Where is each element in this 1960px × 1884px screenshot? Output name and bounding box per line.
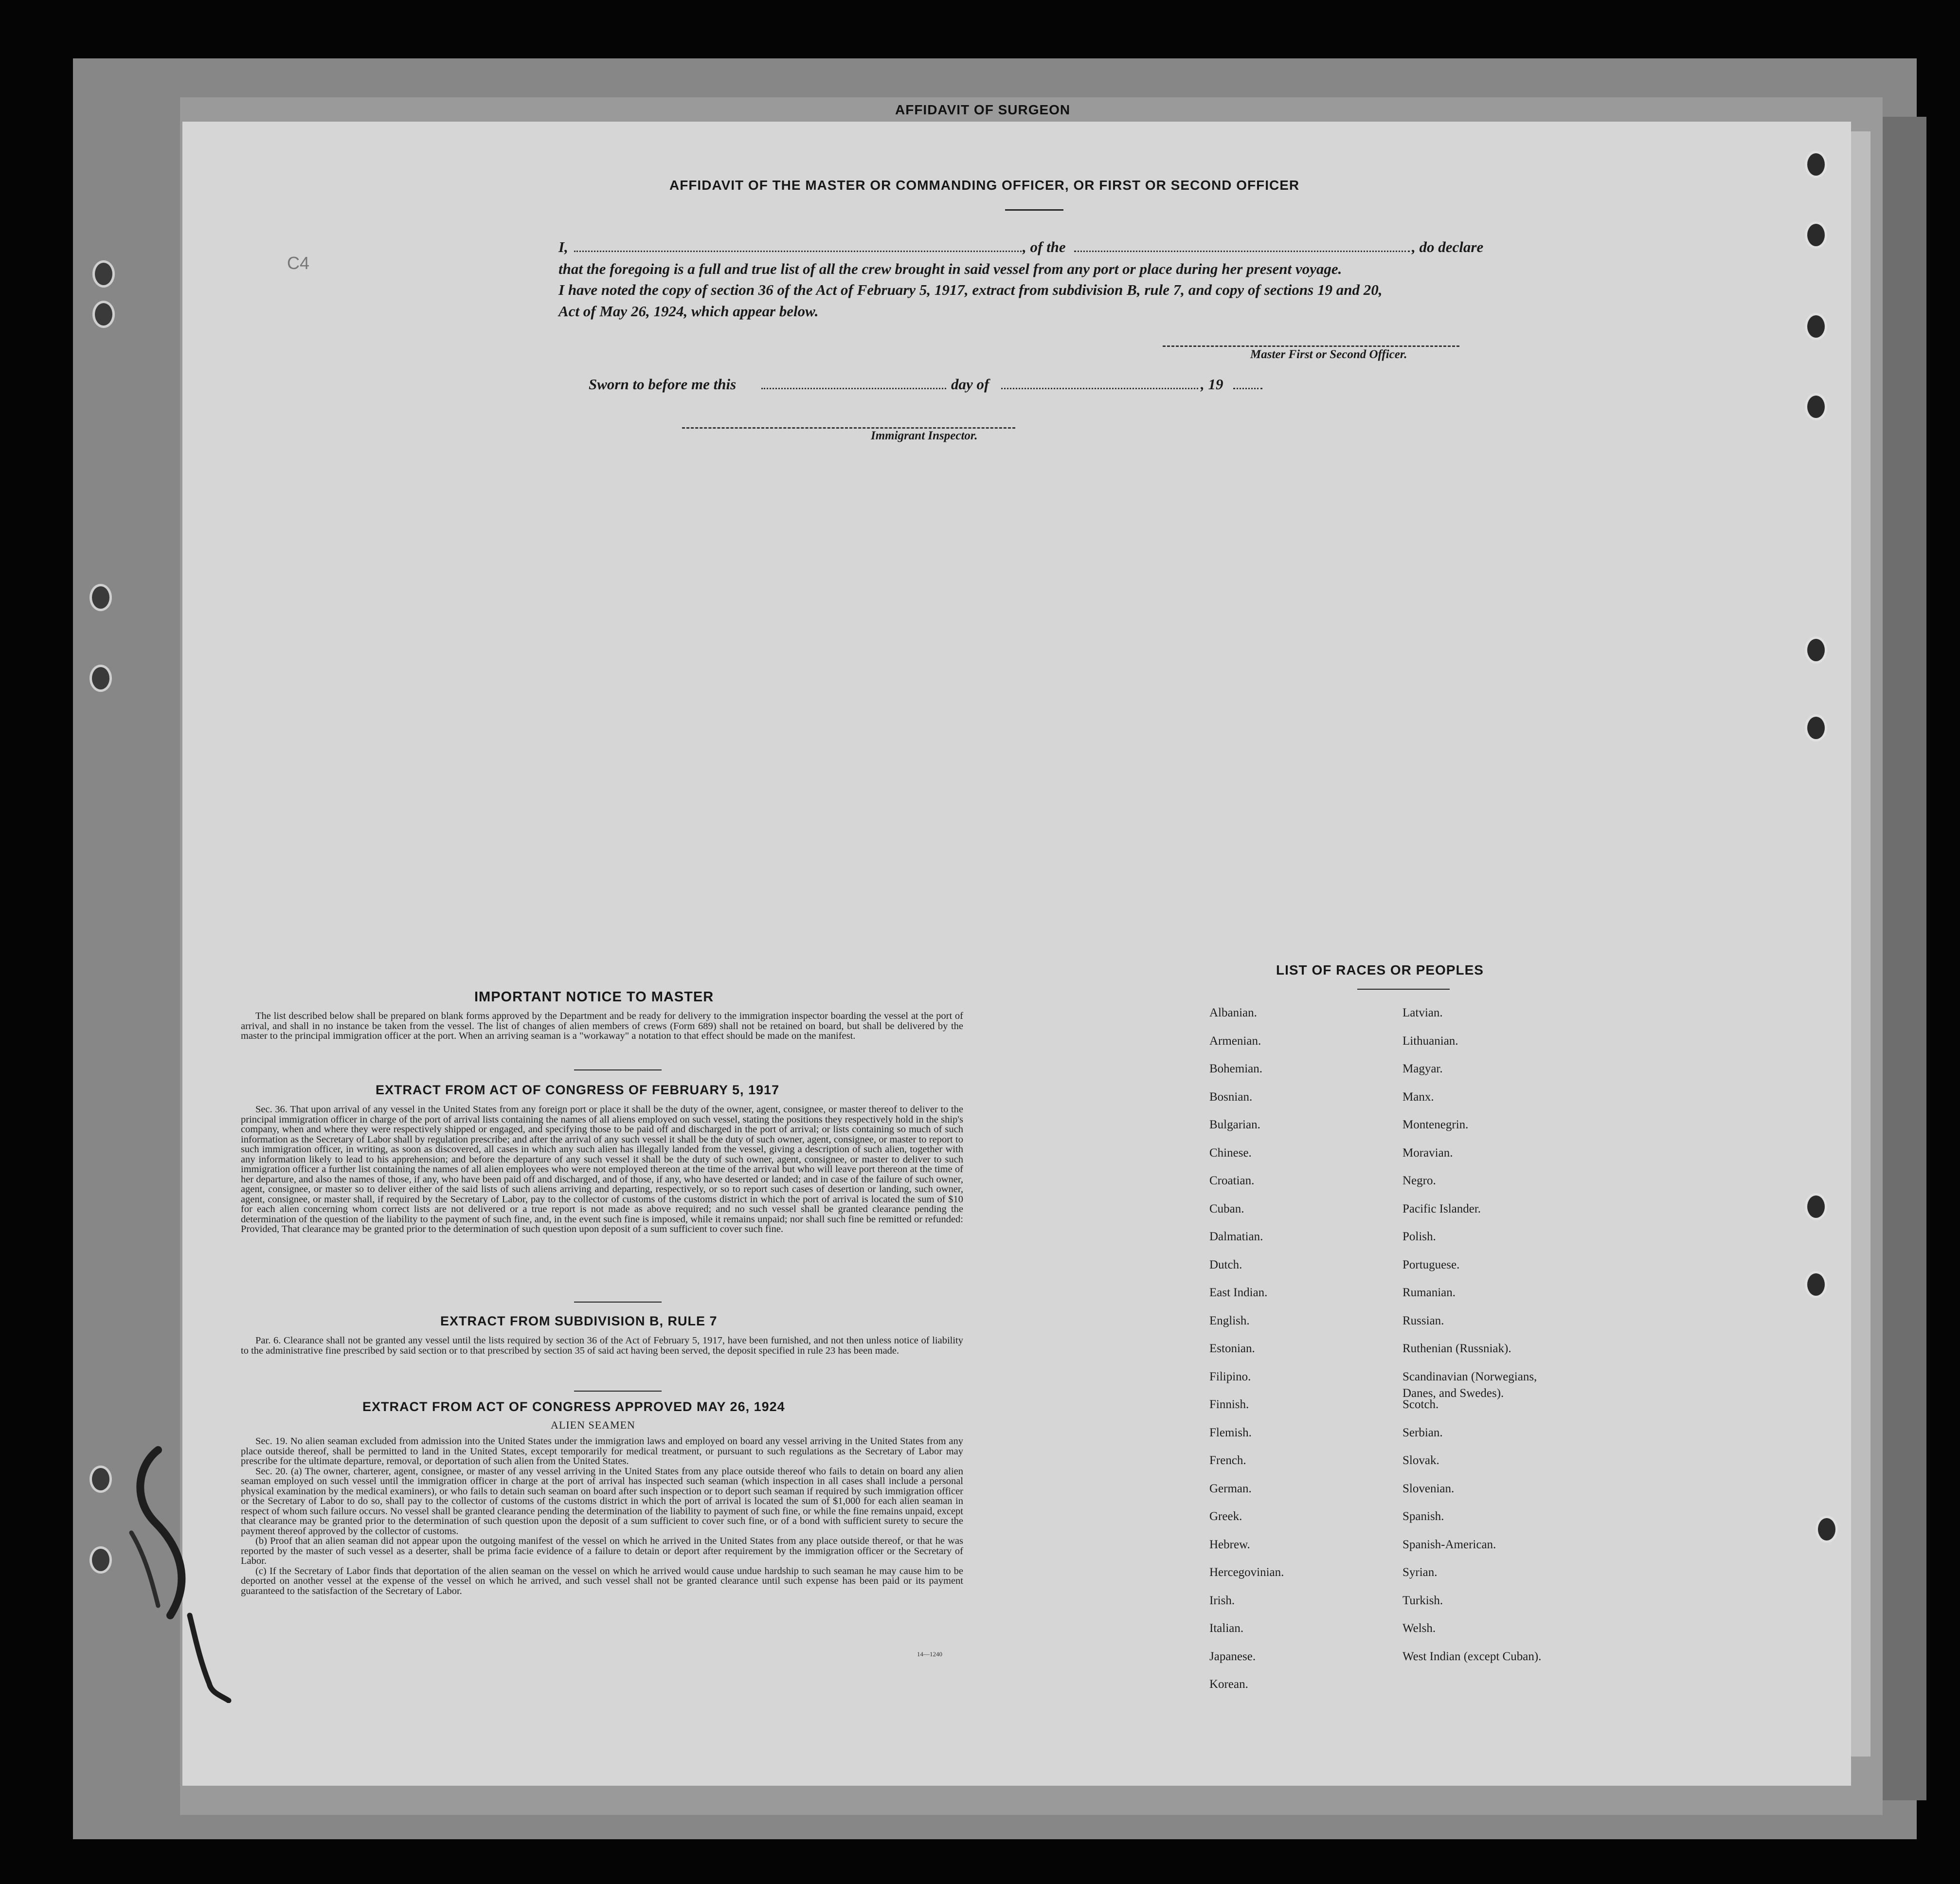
punch-hole bbox=[1805, 636, 1827, 664]
races-rule bbox=[1357, 989, 1450, 990]
inspector-signature-field[interactable] bbox=[682, 427, 1015, 429]
race-item: Ruthenian (Russniak). bbox=[1403, 1342, 1511, 1355]
punch-hole bbox=[1805, 1271, 1827, 1298]
race-item: Flemish. bbox=[1209, 1426, 1252, 1439]
declarant-name-field[interactable] bbox=[574, 251, 1022, 252]
race-item: Finnish. bbox=[1209, 1398, 1249, 1411]
race-item: Pacific Islander. bbox=[1403, 1202, 1481, 1215]
race-item: East Indian. bbox=[1209, 1286, 1268, 1299]
race-item: Cuban. bbox=[1209, 1202, 1244, 1215]
race-item: Spanish. bbox=[1403, 1510, 1444, 1523]
officer-signature-field[interactable] bbox=[1163, 345, 1459, 347]
pencil-scribble bbox=[112, 1431, 238, 1703]
punch-hole bbox=[90, 665, 112, 692]
affidavit-line-3: I have noted the copy of section 36 of the Act of February 5, 1917, extract from subdivision B, rule 7, and copy of sections 19 and 20, bbox=[558, 281, 1383, 298]
race-item: Albanian. bbox=[1209, 1006, 1257, 1019]
punch-hole bbox=[92, 301, 115, 328]
punch-hole bbox=[1816, 1516, 1838, 1543]
form-number: 14—1240 bbox=[917, 1650, 942, 1658]
notice-text bbox=[241, 1011, 963, 1041]
race-item: Greek. bbox=[1209, 1510, 1242, 1523]
section-20c-paragraph: (c) If the Secretary of Labor finds that deportation of the alien seaman on the vessel on which he arrived would cause undue hardship to such seaman he may cause him to be deported on another vessel at the expense of the vessel on which he arrived, and such vessel shall not be granted clearance until such expense has been paid or its payment guaranteed to the satisfaction of the Secretary of Labor. bbox=[241, 1565, 963, 1596]
section-20b-paragraph: (b) Proof that an alien seaman did not appear upon the outgoing manifest of the vessel on which he arrived in the United States from any place outside thereof, or that he was reported by the master of such vessel as a deserter, shall be prima facie evidence of a failure to detain or deport after requirement by the immigration officer or the Secretary of Labor. bbox=[241, 1536, 963, 1566]
race-item: Slovak. bbox=[1403, 1454, 1439, 1467]
sworn-month-field[interactable] bbox=[1001, 388, 1198, 389]
sworn-year-label: , 19 bbox=[1201, 376, 1223, 393]
affidavit-title: AFFIDAVIT OF THE MASTER OR COMMANDING OFFICER, OR FIRST OR SECOND OFFICER bbox=[669, 178, 1300, 193]
race-item: English. bbox=[1209, 1314, 1250, 1327]
punch-hole bbox=[1805, 714, 1827, 742]
race-item: Scandinavian (Norwegians, bbox=[1403, 1370, 1537, 1383]
race-item: Bulgarian. bbox=[1209, 1118, 1260, 1131]
race-item: Welsh. bbox=[1403, 1622, 1436, 1635]
race-item: Croatian. bbox=[1209, 1174, 1255, 1187]
race-item: Bosnian. bbox=[1209, 1090, 1253, 1104]
subdivision-title: EXTRACT FROM SUBDIVISION B, RULE 7 bbox=[440, 1314, 718, 1328]
extract-1924-text bbox=[241, 1436, 963, 1596]
punch-hole bbox=[1805, 221, 1827, 249]
extract-1924-title: EXTRACT FROM ACT OF CONGRESS APPROVED MAY 26, 1924 bbox=[362, 1399, 785, 1414]
race-item: Montenegrin. bbox=[1403, 1118, 1469, 1131]
race-item: Italian. bbox=[1209, 1622, 1244, 1635]
title-rule bbox=[1005, 209, 1063, 211]
race-item: Turkish. bbox=[1403, 1594, 1443, 1607]
section-36-paragraph: Sec. 36. That upon arrival of any vessel in the United States from any foreign port or place it shall be the duty of the owner, agent, consignee, or master thereof to deliver to the principal immigration officer in charge of the port of arrival lists containing the names of all aliens employed on such vessel, stating the positions they respectively hold in the ship's company, when and where they were respectively shipped or engaged, and specifying those to be paid off and discharged in the port of arrival; or lists containing so much of such information as the Secretary of Labor shall by regulation prescribe; and after the arrival of any such vessel it shall be the duty of such owner, agent, consignee, or master to report to such immigration officer, in writing, as soon as discovered, all cases in which any such alien has illegally landed from the vessel, giving a description of such alien, together with any information likely to lead to his apprehension; and before the departure of any such vessel it shall be the duty of such owner, agent, consignee, or master to deliver to such immigration officer a further list containing the names of all alien employees who were not employed thereon at the time of the arrival but who will leave port thereon at the time of her departure, and also the names of those, if any, who have been paid off and discharged, and of those, if any, who have deserted or landed; and in case of the failure of such owner, agent, consignee, or master so to deliver either of the said lists of such aliens arriving and departing, respectively, or so to report such cases of desertion or landing, such owner, agent, consignee, or master shall, if required by the Secretary of Labor, pay to the collector of customs of the customs district in which the port of arrival is located the sum of $10 for each alien concerning whom correct lists are not delivered or a true report is not made as above required; and no such vessel shall be granted clearance pending the determination of the question of the liability to the payment of such fine, and, in the event such fine is imposed, while it remains unpaid; nor shall such fine be remitted or refunded: Provided, That clearance may be granted prior to the determination of such question upon deposit of a sum sufficient to cover such fine. bbox=[241, 1104, 963, 1234]
extract-1917-rule bbox=[574, 1302, 662, 1303]
punch-hole bbox=[1805, 313, 1827, 340]
race-item: Serbian. bbox=[1403, 1426, 1443, 1439]
surgeon-affidavit-title: AFFIDAVIT OF SURGEON bbox=[895, 102, 1071, 117]
race-item: Danes, and Swedes). bbox=[1403, 1386, 1504, 1400]
race-item: Negro. bbox=[1403, 1174, 1436, 1187]
section-19-paragraph: Sec. 19. No alien seaman excluded from admission into the United States under the immigration laws and employed on board any vessel arriving in the United States from any place outside thereof, shall be permitted to land in the United States, except temporarily for medical treatment, or pursuant to such regulations as the Secretary of Labor may prescribe for the ultimate departure, removal, or deportation of such alien from the United States. bbox=[241, 1436, 963, 1467]
punch-hole bbox=[1805, 393, 1827, 420]
race-item: Magyar. bbox=[1403, 1062, 1443, 1075]
race-item: Syrian. bbox=[1403, 1566, 1438, 1579]
corner-stamp: C4 bbox=[287, 253, 310, 273]
race-item: German. bbox=[1209, 1482, 1252, 1495]
vessel-name-field[interactable] bbox=[1074, 251, 1410, 252]
extract-1917-text bbox=[241, 1105, 963, 1234]
declare-suffix: , do declare bbox=[1412, 238, 1484, 255]
punch-hole bbox=[1805, 1193, 1827, 1220]
race-item: Armenian. bbox=[1209, 1034, 1261, 1048]
notice-paragraph: The list described below shall be prepared on blank forms approved by the Department and be ready for delivery to the immigration inspector boarding the vessel at the port of arrival, and shall in no instance be taken from the vessel. The list of changes of alien members of crews (Form 689) shall not be retained on board, but shall be delivered by the master to the principal immigration officer at the port. When an arriving seaman is a "workaway" a notation to that effect should be made on the manifest. bbox=[241, 1011, 963, 1041]
affidavit-line-4: Act of May 26, 1924, which appear below. bbox=[558, 303, 819, 320]
officer-caption: Master First or Second Officer. bbox=[1250, 348, 1407, 361]
races-title: LIST OF RACES OR PEOPLES bbox=[1276, 962, 1484, 978]
affidavit-line-2: that the foregoing is a full and true list of all the crew brought in said vessel from any port or place during her present voyage. bbox=[558, 260, 1342, 277]
section-20a-paragraph: Sec. 20. (a) The owner, charterer, agent, consignee, or master of any vessel arriving in the United States from any place outside thereof who fails to detain on board any alien seaman employed on such vessel until the immigration officer in charge at the port of arrival has inspected such seaman (which inspection in all cases shall include a personal physical examination by the medical examiners), or who fails to detain such seaman on board after such inspection or to deport such seaman if required by such immigration officer or the Secretary of Labor to do so, shall pay to the collector of customs of the customs district in which the port of arrival is located the sum of $1,000 for each alien seaman in respect of whom such failure occurs. No vessel shall be granted clearance pending the determination of the liability to payment of such fine, or while the fine remains unpaid, except that clearance may be granted prior to the determination of such question upon the deposit of a sum sufficient to cover such fine, or of a bond with sufficient surety to secure the payment thereof approved by the collector of customs. bbox=[241, 1466, 963, 1537]
race-item: Dalmatian. bbox=[1209, 1230, 1263, 1243]
punch-hole bbox=[90, 1546, 112, 1574]
race-item: Hercegovinian. bbox=[1209, 1566, 1284, 1579]
race-item: West Indian (except Cuban). bbox=[1403, 1649, 1542, 1663]
race-item: Dutch. bbox=[1209, 1258, 1242, 1271]
race-item: Portuguese. bbox=[1403, 1258, 1460, 1271]
race-item: Hebrew. bbox=[1209, 1538, 1250, 1551]
inspector-caption: Immigrant Inspector. bbox=[871, 429, 978, 442]
punch-hole bbox=[92, 260, 115, 288]
alien-seamen-subtitle: ALIEN SEAMEN bbox=[551, 1419, 635, 1431]
race-item: Russian. bbox=[1403, 1314, 1444, 1327]
race-item: Korean. bbox=[1209, 1678, 1248, 1691]
sworn-day-field[interactable] bbox=[761, 388, 946, 389]
race-item: Chinese. bbox=[1209, 1146, 1252, 1159]
race-item: Bohemian. bbox=[1209, 1062, 1263, 1075]
subdivision-text bbox=[241, 1336, 963, 1356]
race-item: Estonian. bbox=[1209, 1342, 1255, 1355]
notice-title: IMPORTANT NOTICE TO MASTER bbox=[474, 989, 714, 1005]
race-item: Slovenian. bbox=[1403, 1482, 1455, 1495]
vessel-prefix: , of the bbox=[1023, 238, 1066, 255]
race-item: Latvian. bbox=[1403, 1006, 1443, 1019]
sworn-year-field[interactable] bbox=[1233, 388, 1262, 389]
sheet-right-edge bbox=[1851, 131, 1870, 1757]
punch-hole bbox=[1805, 151, 1827, 178]
race-item: French. bbox=[1209, 1454, 1246, 1467]
rule-7-paragraph: Par. 6. Clearance shall not be granted any vessel until the lists required by section 36 of the Act of February 5, 1917, have been furnished, and not then unless notice of liability to the administrative fine prescribed by said section or to that prescribed by section 35 of said act having been served, the deposit specified in rule 23 has been made. bbox=[241, 1335, 963, 1356]
notice-rule bbox=[574, 1069, 662, 1070]
race-item: Irish. bbox=[1209, 1594, 1235, 1607]
sworn-prefix: Sworn to before me this bbox=[589, 376, 737, 393]
punch-hole bbox=[90, 1466, 112, 1493]
race-item: Rumanian. bbox=[1403, 1286, 1456, 1299]
race-item: Filipino. bbox=[1209, 1370, 1251, 1383]
extract-1917-title: EXTRACT FROM ACT OF CONGRESS OF FEBRUARY 5, 1917 bbox=[376, 1083, 780, 1097]
race-item: Spanish-American. bbox=[1403, 1538, 1496, 1551]
race-item: Moravian. bbox=[1403, 1146, 1453, 1159]
sworn-day-label: day of bbox=[951, 376, 989, 393]
subdivision-rule bbox=[574, 1391, 662, 1392]
race-item: Lithuanian. bbox=[1403, 1034, 1458, 1048]
declarant-prefix: I, bbox=[558, 238, 568, 255]
race-item: Scotch. bbox=[1403, 1398, 1439, 1411]
race-item: Manx. bbox=[1403, 1090, 1434, 1104]
punch-hole bbox=[90, 584, 112, 611]
race-item: Japanese. bbox=[1209, 1649, 1256, 1663]
race-item: Polish. bbox=[1403, 1230, 1436, 1243]
